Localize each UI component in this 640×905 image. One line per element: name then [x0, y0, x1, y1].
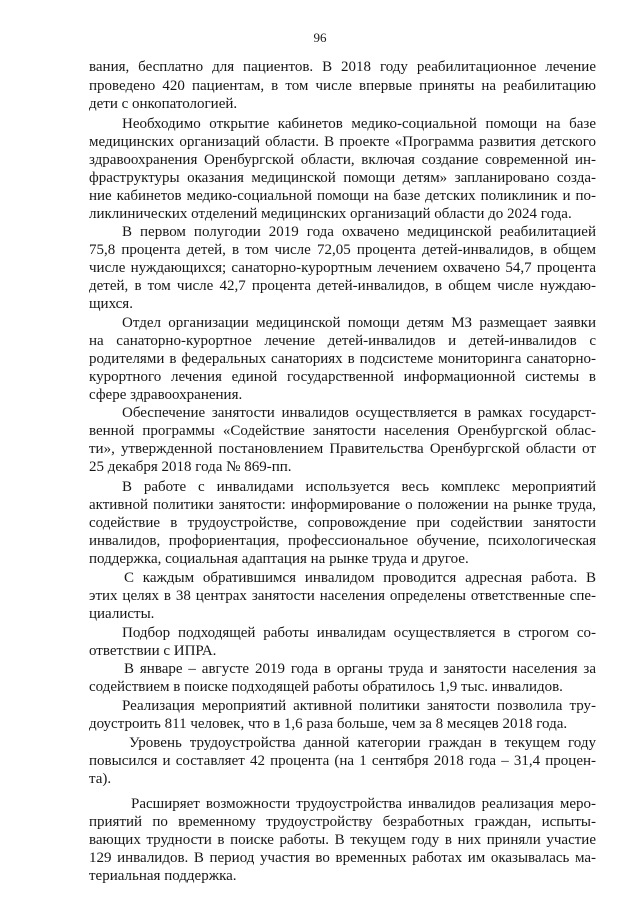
text-line: на санаторно-курортное лечение детей-инвалидов и детей-инвалидов с: [89, 333, 596, 349]
text-line: циалисты.: [89, 606, 155, 622]
text-line: та).: [89, 771, 112, 787]
text-line: ние кабинетов медико-социальной помощи на базе детских поликлиник и по-: [89, 188, 596, 204]
text-line: содействие в трудоустройстве, сопровождение при содействии занятости: [89, 515, 596, 531]
text-line: Уровень трудоустройства данной категории граждан в текущем году: [129, 735, 596, 751]
text-line: детей, в том числе 42,7 процента детей-инвалидов, в общем числе нуждаю-: [89, 278, 596, 294]
text-line: Реализация мероприятий активной политики занятости позволила тру-: [122, 698, 596, 714]
text-line: С каждым обратившимся инвалидом проводится адресная работа. В: [124, 570, 596, 586]
text-line: Отдел организации медицинской помощи детям МЗ размещает заявки: [122, 315, 596, 331]
text-line: 129 инвалидов. В период участия во временных работах им оказывалась ма-: [89, 850, 596, 866]
text-line: ответствии с ИПРА.: [89, 643, 217, 659]
text-line: дети с онкопатологией.: [89, 96, 238, 112]
text-line: Расширяет возможности трудоустройства инвалидов реализация меро-: [131, 796, 596, 812]
text-line: курортного лечения единой государственной информационной системы в: [89, 369, 596, 385]
text-line: приятий по временному трудоустройству безработных граждан, испыты-: [89, 814, 596, 830]
text-line: териальная поддержка.: [89, 868, 237, 884]
page-number: 96: [313, 30, 327, 45]
text-line: поддержка, социальная адаптация на рынке труда и другое.: [89, 551, 469, 567]
text-line: медицинских организаций области. В проекте «Программа развития детского: [89, 134, 596, 150]
text-line: инвалидов, профориентация, профессиональное обучение, психологическая: [89, 533, 596, 549]
text-line: В работе с инвалидами используется весь комплекс мероприятий: [122, 479, 596, 495]
text-line: ликлинических отделений медицинских организаций области до 2024 года.: [89, 206, 572, 222]
text-line: 25 декабря 2018 года № 869-пп.: [89, 459, 292, 475]
text-line: этих целях в 38 центрах занятости населения определены ответственные спе-: [89, 588, 596, 604]
text-line: здравоохранения Оренбургской области, включая создание современной ин-: [89, 152, 596, 168]
text-line: Подбор подходящей работы инвалидам осуществляется в строгом со-: [122, 625, 596, 641]
text-line: активной политики занятости: информирование о положении на рынке труда,: [89, 497, 596, 513]
text-line: числе нуждающихся; санаторно-курортным лечением охвачено 54,7 процента: [89, 260, 596, 276]
text-line: вающих трудности в поиске работы. В текущем году в них приняли участие: [89, 832, 596, 848]
text-line: 75,8 процента детей, в том числе 72,05 процента детей-инвалидов, в общем: [89, 242, 596, 258]
text-line: венной программы «Содействие занятости населения Оренбургской облас-: [89, 423, 596, 439]
text-line: содействием в поиске подходящей работы обратилось 1,9 тыс. инвалидов.: [89, 679, 563, 695]
text-line: родителями в федеральных санаториях в подсистеме мониторинга санаторно-: [89, 351, 596, 367]
text-line: проведено 420 пациентам, в том числе впервые приняты на реабилитацию: [89, 78, 596, 94]
text-line: Обеспечение занятости инвалидов осуществляется в рамках государст-: [122, 405, 596, 421]
text-line: фраструктуры оказания медицинской помощи детям» запланировано созда-: [89, 170, 596, 186]
text-line: ти», утвержденной постановлением Правительства Оренбургской области от: [89, 441, 596, 457]
text-line: доустроить 811 человек, что в 1,6 раза больше, чем за 8 месяцев 2018 года.: [89, 716, 568, 732]
text-line: вания, бесплатно для пациентов. В 2018 году реабилитационное лечение: [89, 59, 596, 75]
text-line: щихся.: [89, 296, 133, 312]
text-line: В первом полугодии 2019 года охвачено медицинской реабилитацией: [122, 224, 596, 240]
text-line: Необходимо открытие кабинетов медико-социальной помощи на базе: [122, 116, 596, 132]
text-line: повысился и составляет 42 процента (на 1 сентября 2018 года – 31,4 процен-: [89, 753, 596, 769]
text-line: сфере здравоохранения.: [89, 387, 243, 403]
text-line: В январе – августе 2019 года в органы труда и занятости населения за: [124, 661, 596, 677]
